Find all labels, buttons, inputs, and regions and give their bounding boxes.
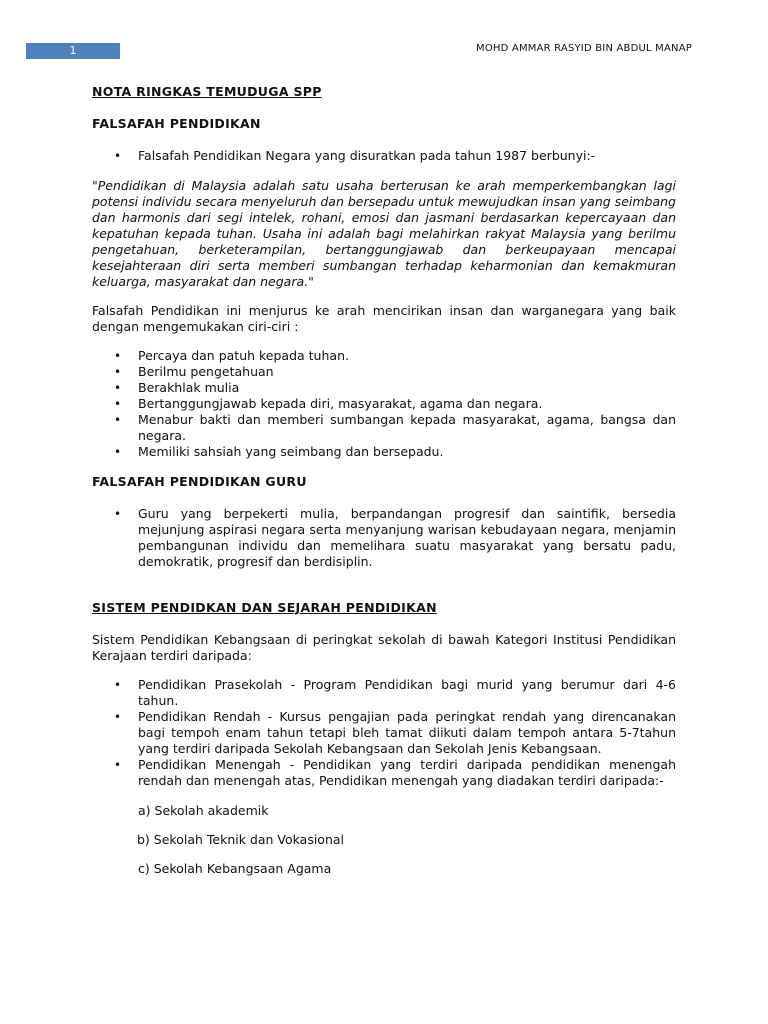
bullet-icon: •: [114, 349, 122, 363]
page-number: 1: [26, 43, 120, 59]
falsafah-quote: "Pendidikan di Malaysia adalah satu usaha berterusan ke arah memperkembangkan lagi potensi individu secara menyeluruh dan bersepadu untuk mewujudkan insan yang seimbang dan harmonis dari segi intelek, rohani, emosi dan jasmani berdasarkan kepercayaan dan kepatuhan kepada tuhan. Usaha ini adalah bagi melahirkan rakyat Malaysia yang berilmu pengetahuan, berketerampilan, bertanggungjawab dan berkeupayaan mencapai kesejahteraan diri serta memberi sumbangan terhadap keharmonian dan kemakmuran keluarga, masyarakat dan negara.": [92, 178, 676, 289]
sistem-list: [92, 677, 676, 789]
bullet-icon: •: [114, 678, 122, 692]
sekolah-type-b: b) Sekolah Teknik dan Vokasional: [137, 832, 345, 847]
list-item: • Berakhlak mulia: [114, 380, 240, 395]
bullet-icon: •: [114, 445, 122, 459]
list-item: • Falsafah Pendidikan Negara yang disuratkan pada tahun 1987 berbunyi:-: [114, 148, 596, 163]
bullet-icon: •: [114, 710, 122, 724]
document-title: NOTA RINGKAS TEMUDUGA SPP: [92, 84, 322, 99]
intro-paragraph: Falsafah Pendidikan ini menjurus ke arah mencirikan insan dan warganegara yang baik dengan mengemukakan ciri-ciri :: [92, 303, 676, 334]
document-body: [92, 84, 676, 890]
list-item: • Berilmu pengetahuan: [114, 364, 274, 379]
sekolah-type-c: c) Sekolah Kebangsaan Agama: [138, 861, 332, 876]
list-item: • Percaya dan patuh kepada tuhan.: [114, 348, 349, 363]
sistem-paragraph: Sistem Pendidikan Kebangsaan di peringkat sekolah di bawah Kategori Institusi Pendidikan Kerajaan terdiri daripada:: [92, 632, 676, 663]
section-heading-guru: FALSAFAH PENDIDIKAN GURU: [92, 474, 307, 489]
section-heading-falsafah: FALSAFAH PENDIDIKAN: [92, 116, 261, 131]
section-heading-sistem: SISTEM PENDIDKAN DAN SEJARAH PENDIDIKAN: [92, 600, 437, 615]
ciri-list: [92, 348, 676, 460]
list-item: • Pendidikan Rendah - Kursus pengajian pada peringkat rendah yang direncanakan bagi tempoh enam tahun tetapi bleh tamat diikuti dalam tempoh antara 5-7tahun yang terdiri daripada Sekolah Kebangsaan dan Sekolah Jenis Kebangsaan.: [114, 709, 676, 756]
list-item: • Menabur bakti dan memberi sumbangan kepada masyarakat, agama, bangsa dan negara.: [114, 412, 676, 443]
spacer: [92, 584, 676, 600]
header-author: MOHD AMMAR RASYID BIN ABDUL MANAP: [476, 43, 692, 54]
bullet-icon: •: [114, 507, 122, 521]
falsafah-bullet-list: [92, 148, 676, 164]
list-item: • Pendidikan Prasekolah - Program Pendidikan bagi murid yang berumur dari 4-6 tahun.: [114, 677, 676, 708]
list-item: • Guru yang berpekerti mulia, berpandangan progresif dan saintifik, bersedia mejunjung aspirasi negara serta menyanjung warisan kebudayaan negara, menjamin pembangunan individu dan memelihara suatu masyarakat yang bersatu padu, demokratik, progresif dan berdisiplin.: [114, 506, 676, 569]
list-item: • Memiliki sahsiah yang seimbang dan bersepadu.: [114, 444, 444, 459]
bullet-icon: •: [114, 365, 122, 379]
bullet-icon: •: [114, 149, 122, 163]
bullet-icon: •: [114, 758, 122, 772]
bullet-icon: •: [114, 381, 122, 395]
bullet-icon: •: [114, 397, 122, 411]
guru-bullet-list: [92, 506, 676, 570]
list-item: • Pendidikan Menengah - Pendidikan yang terdiri daripada pendidikan menengah rendah dan menengah atas, Pendidikan menengah yang diadakan terdiri daripada:-: [114, 757, 676, 788]
sekolah-type-a: a) Sekolah akademik: [138, 803, 269, 818]
list-item: • Bertanggungjawab kepada diri, masyarakat, agama dan negara.: [114, 396, 543, 411]
bullet-icon: •: [114, 413, 122, 427]
